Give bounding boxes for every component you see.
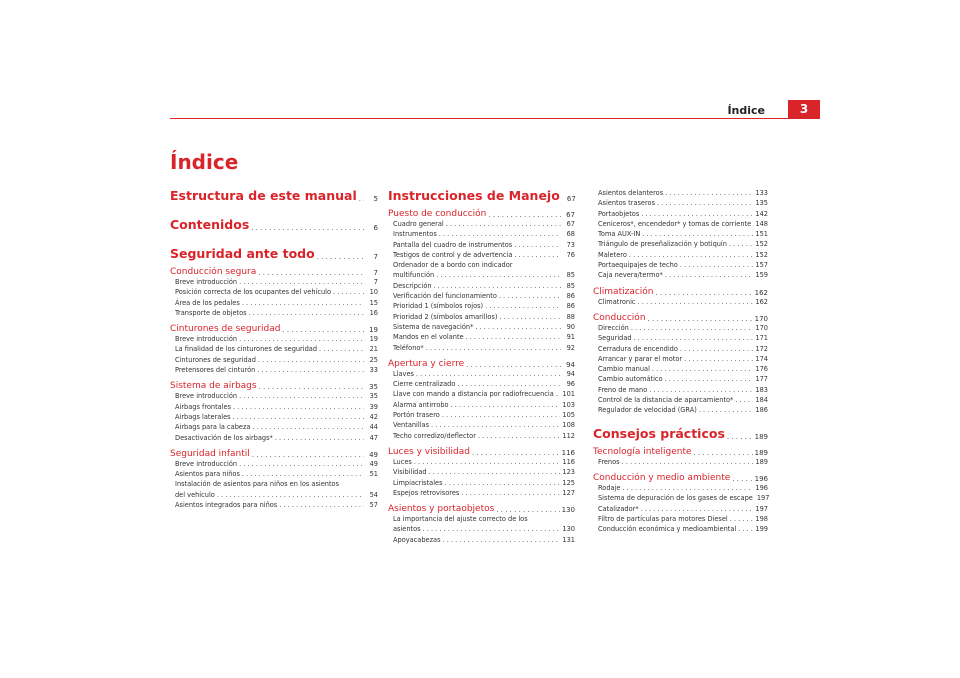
toc-column-1 xyxy=(170,188,378,510)
toc-column-2 xyxy=(388,188,575,545)
toc-entry[interactable]: Filtro de partículas para motores Diesel . . . 198 xyxy=(598,514,768,524)
toc-entry[interactable]: Asientos integrados para niños . . . 57 xyxy=(175,500,378,510)
toc-entry[interactable]: Asientos traseros . . . 135 xyxy=(598,198,768,208)
toc-entry[interactable]: Desactivación de los airbags* . . . 47 xyxy=(175,433,378,443)
toc-entry[interactable]: Conducción económica y medioambiental . . . 199 xyxy=(598,524,768,534)
toc-column-3 xyxy=(593,188,768,534)
toc-entry[interactable]: Ceniceros*, encendedor* y tomas de corriente . . . 148 xyxy=(598,219,768,229)
toc-entry[interactable]: Instrumentos . . . 68 xyxy=(393,229,575,239)
toc-entry[interactable]: Ventanillas . . . 108 xyxy=(393,420,575,430)
toc-entry[interactable]: asientos . . . 130 xyxy=(393,524,575,534)
toc-section[interactable]: Cinturones de seguridad . . . 19 xyxy=(170,324,378,334)
toc-entry[interactable]: Apoyacabezas . . . 131 xyxy=(393,535,575,545)
toc-entry[interactable]: Techo corredizo/deflector . . . 112 xyxy=(393,431,575,441)
toc-entry[interactable]: Airbags para la cabeza . . . 44 xyxy=(175,422,378,432)
toc-entry[interactable]: La finalidad de los cinturones de seguridad . . . 21 xyxy=(175,344,378,354)
toc-entry[interactable]: Seguridad . . . 171 xyxy=(598,333,768,343)
toc-entry[interactable]: Portaequipajes de techo . . . 157 xyxy=(598,260,768,270)
toc-entry[interactable]: Prioridad 2 (símbolos amarillos) . . . 88 xyxy=(393,312,575,322)
toc-entry[interactable]: Airbags laterales . . . 42 xyxy=(175,412,378,422)
toc-entry[interactable]: Cambio manual . . . 176 xyxy=(598,364,768,374)
toc-entry[interactable]: Climatronic . . . 162 xyxy=(598,297,768,307)
toc-entry[interactable]: Luces . . . 116 xyxy=(393,457,575,467)
toc-entry[interactable]: Breve introducción . . . 7 xyxy=(175,277,378,287)
toc-part[interactable]: Consejos prácticos . . . 189 xyxy=(593,426,768,441)
toc-section[interactable]: Apertura y cierre . . . 94 xyxy=(388,359,575,369)
header-rule xyxy=(170,118,820,119)
toc-entry[interactable]: del vehículo . . . 54 xyxy=(175,490,378,500)
toc-part[interactable]: Instrucciones de Manejo 67 xyxy=(388,188,576,203)
toc-section[interactable]: Luces y visibilidad . . . 116 xyxy=(388,447,575,457)
toc-part[interactable]: Contenidos . . . 6 xyxy=(170,217,378,232)
toc-entry[interactable]: Catalizador* . . . 197 xyxy=(598,504,768,514)
toc-entry[interactable]: Testigos de control y de advertencia . . . 76 xyxy=(393,250,575,260)
toc-entry[interactable]: Teléfono* . . . 92 xyxy=(393,343,575,353)
toc-entry[interactable]: Pretensores del cinturón . . . 33 xyxy=(175,365,378,375)
toc-entry[interactable]: Rodaje . . . 196 xyxy=(598,483,768,493)
toc-section[interactable]: Tecnología inteligente . . . 189 xyxy=(593,447,768,457)
toc-entry[interactable]: multifunción . . . 85 xyxy=(393,270,575,280)
toc-entry[interactable]: Visibilidad . . . 123 xyxy=(393,467,575,477)
toc-entry[interactable]: Transporte de objetos . . . 16 xyxy=(175,308,378,318)
toc-entry[interactable]: Descripción . . . 85 xyxy=(393,281,575,291)
toc-entry[interactable]: Pantalla del cuadro de instrumentos . . . 73 xyxy=(393,240,575,250)
toc-entry[interactable]: Asientos delanteros . . . 133 xyxy=(598,188,768,198)
toc-entry[interactable]: Airbags frontales . . . 39 xyxy=(175,402,378,412)
toc-entry[interactable]: Frenos . . . 189 xyxy=(598,457,768,467)
toc-section[interactable]: Seguridad infantil . . . 49 xyxy=(170,449,378,459)
toc-part[interactable]: Estructura de este manual . . . 5 xyxy=(170,188,378,203)
toc-entry[interactable]: Asientos para niños . . . 51 xyxy=(175,469,378,479)
toc-entry[interactable]: Caja nevera/termo* . . . 159 xyxy=(598,270,768,280)
toc-entry[interactable]: Dirección . . . 170 xyxy=(598,323,768,333)
toc-entry[interactable]: Breve introducción . . . 35 xyxy=(175,391,378,401)
toc-entry[interactable]: Cinturones de seguridad . . . 25 xyxy=(175,355,378,365)
toc-entry[interactable]: Triángulo de preseñalización y botiquín . . . 152 xyxy=(598,239,768,249)
toc-section[interactable]: Conducción segura . . . 7 xyxy=(170,267,378,277)
toc-section[interactable]: Asientos y portaobjetos . . . 130 xyxy=(388,504,575,514)
toc-entry[interactable]: Breve introducción . . . 49 xyxy=(175,459,378,469)
toc-entry[interactable]: Alarma antirrobo . . . 103 xyxy=(393,400,575,410)
toc-entry[interactable]: Posición correcta de los ocupantes del vehículo . . . 10 xyxy=(175,287,378,297)
toc-entry[interactable]: Área de los pedales . . . 15 xyxy=(175,298,378,308)
toc-entry[interactable]: Breve introducción . . . 19 xyxy=(175,334,378,344)
toc-entry-line[interactable]: Ordenador de a bordo con indicador xyxy=(393,261,513,270)
toc-entry[interactable]: Llave con mando a distancia por radiofrecuencia . . . 101 xyxy=(393,389,575,399)
toc-entry[interactable]: Sistema de navegación* . . . 90 xyxy=(393,322,575,332)
toc-section[interactable]: Puesto de conducción . . . 67 xyxy=(388,209,575,219)
toc-entry[interactable]: Limpiacristales . . . 125 xyxy=(393,478,575,488)
toc-entry[interactable]: Portón trasero . . . 105 xyxy=(393,410,575,420)
toc-entry[interactable]: Arrancar y parar el motor . . . 174 xyxy=(598,354,768,364)
toc-entry[interactable]: Espejos retrovisores . . . 127 xyxy=(393,488,575,498)
toc-entry[interactable]: Llaves . . . 94 xyxy=(393,369,575,379)
toc-entry[interactable]: Maletero . . . 152 xyxy=(598,250,768,260)
toc-entry[interactable]: Portaobjetos . . . 142 xyxy=(598,209,768,219)
toc-section[interactable]: Conducción . . . 170 xyxy=(593,313,768,323)
toc-entry[interactable]: Freno de mano . . . 183 xyxy=(598,385,768,395)
toc-entry[interactable]: Mandos en el volante . . . 91 xyxy=(393,332,575,342)
toc-entry-line[interactable]: La importancia del ajuste correcto de los xyxy=(393,515,528,524)
toc-section[interactable]: Climatización . . . 162 xyxy=(593,287,768,297)
toc-part[interactable]: Seguridad ante todo . . . 7 xyxy=(170,246,378,261)
toc-entry[interactable]: Prioridad 1 (símbolos rojos) . . . 86 xyxy=(393,301,575,311)
toc-entry-line[interactable]: Instalación de asientos para niños en los asientos xyxy=(175,480,340,489)
toc-entry[interactable]: Toma AUX-IN . . . 151 xyxy=(598,229,768,239)
toc-entry[interactable]: Regulador de velocidad (GRA) . . . 186 xyxy=(598,405,768,415)
toc-section[interactable]: Conducción y medio ambiente . . . 196 xyxy=(593,473,768,483)
toc-entry[interactable]: Sistema de depuración de los gases de escape 197 xyxy=(598,494,770,503)
header-title: Índice xyxy=(727,104,765,117)
toc-entry[interactable]: Cuadro general . . . 67 xyxy=(393,219,575,229)
toc-entry[interactable]: Cambio automático . . . 177 xyxy=(598,374,768,384)
toc-entry[interactable]: Cerradura de encendido . . . 172 xyxy=(598,344,768,354)
page-title: Índice xyxy=(170,150,239,174)
toc-entry[interactable]: Verificación del funcionamiento . . . 86 xyxy=(393,291,575,301)
toc-entry[interactable]: Control de la distancia de aparcamiento* . . . 184 xyxy=(598,395,768,405)
toc-section[interactable]: Sistema de airbags . . . 35 xyxy=(170,381,378,391)
page-number: 3 xyxy=(788,100,820,119)
toc-entry[interactable]: Cierre centralizado . . . 96 xyxy=(393,379,575,389)
